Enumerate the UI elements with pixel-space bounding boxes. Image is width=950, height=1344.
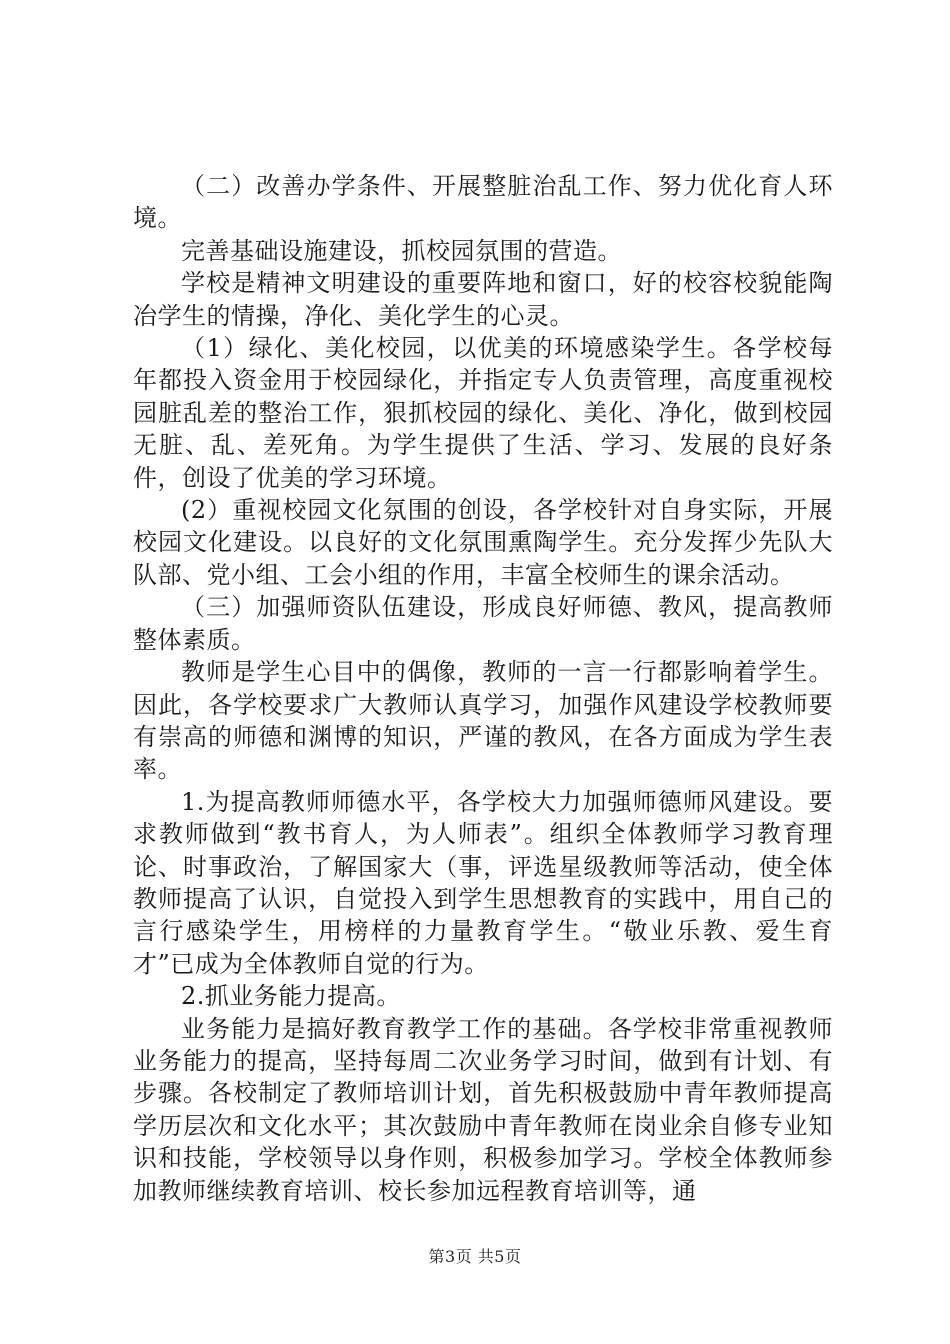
paragraph: （三）加强师资队伍建设，形成良好师德、教风，提高教师整体素质。 bbox=[133, 593, 833, 654]
paragraph: 2.抓业务能力提高。 bbox=[181, 982, 401, 1011]
paragraph: （1）绿化、美化校园，以优美的环境感染学生。各学校每年都投入资金用于校园绿化，并指定专人负责管理，高度重视校园脏乱差的整治工作，狠抓校园的绿化、美化、净化，做到校园无脏、乱、差死角。为学生提供了生活、学习、发展的良好条件，创设了优美的学习环境。 bbox=[133, 334, 833, 492]
paragraph: (2）重视校园文化氛围的创设，各学校针对自身实际，开展校园文化建设。以良好的文化氛围熏陶学生。充分发挥少先队大队部、党小组、工会小组的作用，丰富全校师生的课余活动。 bbox=[133, 496, 833, 589]
paragraph: 教师是学生心目中的偶像，教师的一言一行都影响着学生。因此，各学校要求广大教师认真学习，加强作风建设学校教师要有崇高的师德和渊博的知识，严谨的教风，在各方面成为学生表率。 bbox=[133, 658, 833, 784]
paragraph: 1.为提高教师师德水平，各学校大力加强师德师风建设。要求教师做到“教书育人，为人师表”。组织全体教师学习教育理论、时事政治，了解国家大（事，评选星级教师等活动，使全体教师提高了认识，自觉投入到学生思想教育的实践中，用自己的言行感染学生，用榜样的力量教育学生。“敬业乐教、爱生育才”已成为全体教师自觉的行为。 bbox=[133, 787, 833, 978]
paragraph: （二）改善办学条件、开展整脏治乱工作、努力优化育人环境。 bbox=[133, 172, 833, 233]
document-body bbox=[133, 170, 833, 1207]
paragraph: 学校是精神文明建设的重要阵地和窗口，好的校容校貌能陶冶学生的情操，净化、美化学生的心灵。 bbox=[133, 269, 833, 330]
paragraph: 完善基础设施建设，抓校园氛围的营造。 bbox=[181, 236, 622, 265]
paragraph: 业务能力是搞好教育教学工作的基础。各学校非常重视教师业务能力的提高，坚持每周二次业务学习时间，做到有计划、有步骤。各校制定了教师培训计划，首先积极鼓励中青年教师提高学历层次和文化水平；其次鼓励中青年教师在岗业余自修专业知识和技能，学校领导以身作则，积极参加学习。学校全体教师参加教师继续教育培训、校长参加远程教育培训等，通 bbox=[133, 1014, 833, 1205]
page-number-footer: 第3页 共5页 bbox=[428, 1247, 522, 1266]
